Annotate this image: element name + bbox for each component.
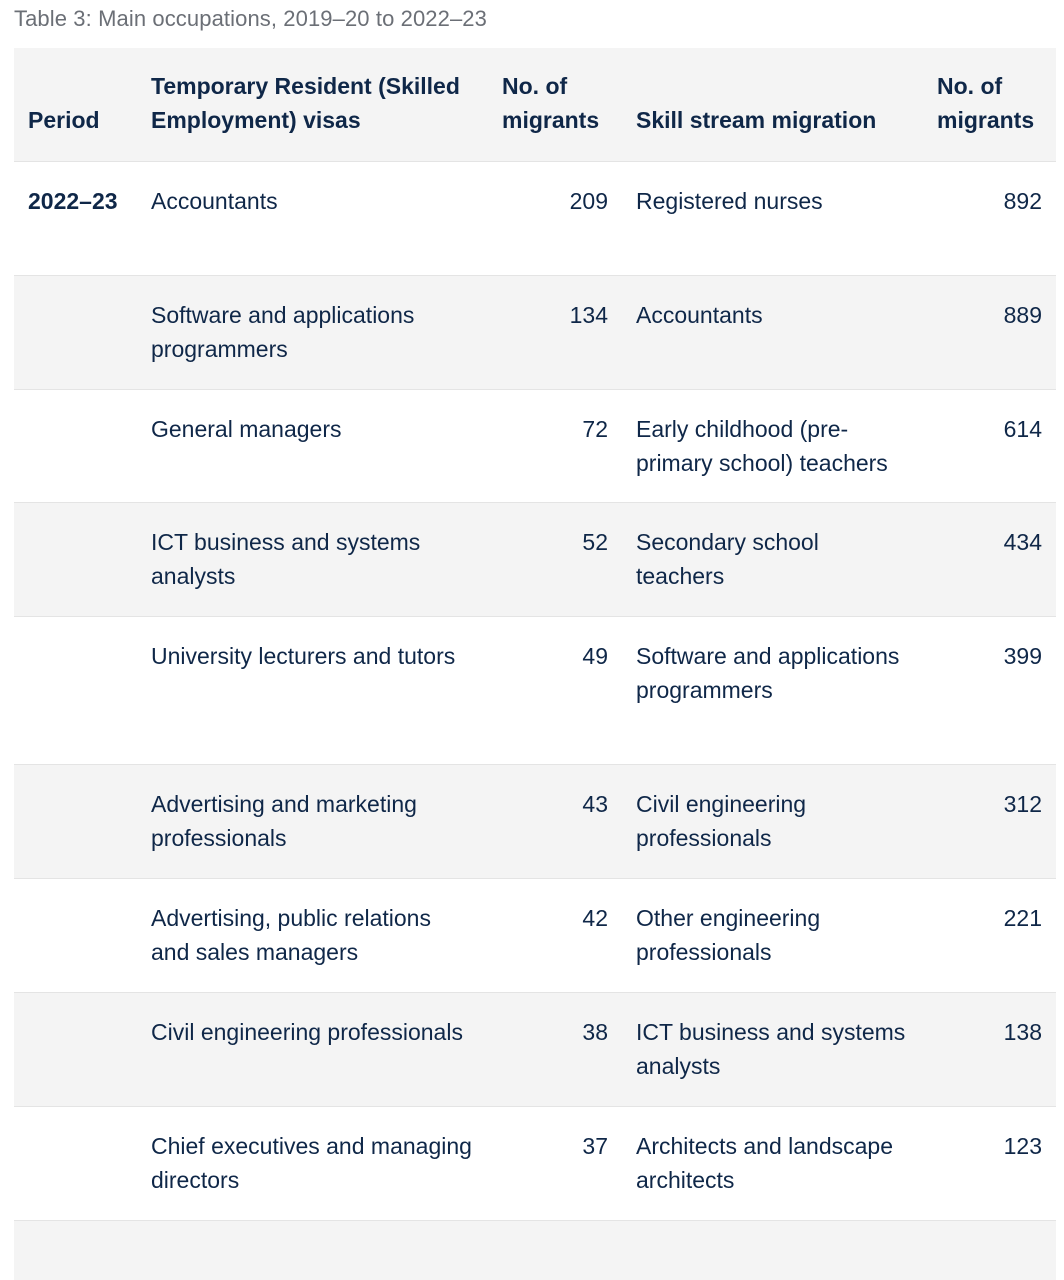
cell-temporary-occupation: ICT business and systems analysts: [151, 528, 421, 589]
header-skill-stream: Skill stream migration: [636, 106, 877, 133]
cell-temporary-count: 52: [582, 528, 608, 555]
table-row: [14, 616, 1056, 764]
cell-temporary-count: 38: [582, 1018, 608, 1045]
cell-temporary-count: 209: [569, 187, 608, 214]
cell-temporary-count: 49: [582, 642, 608, 669]
table-row: [14, 389, 1056, 502]
cell-period: [14, 992, 137, 1106]
occupations-table: [14, 48, 1056, 1280]
cell-skill-occupation: Early childhood (pre-primary school) teachers: [636, 415, 888, 476]
cell-temporary-count: 134: [569, 301, 608, 328]
cell-skill-count: 221: [1003, 904, 1042, 931]
cell-temporary-count: 37: [582, 1132, 608, 1159]
table-header-row: [14, 48, 1056, 161]
table-row: [14, 161, 1056, 275]
cell-skill-occupation: Other engineering professionals: [636, 904, 821, 965]
cell-period: [14, 616, 137, 764]
table-row: [14, 764, 1056, 878]
header-migrants-skill-line1: No. of: [937, 72, 1003, 99]
cell-temporary-occupation: Advertising, public relations and sales managers: [151, 904, 431, 965]
table-row: [14, 1106, 1056, 1220]
cell-temporary-occupation: General managers: [151, 415, 342, 442]
cell-skill-count: 399: [1003, 642, 1042, 669]
table-row: [14, 502, 1056, 616]
cell-skill-occupation: Accountants: [636, 301, 763, 328]
cell-period: [14, 1106, 137, 1220]
cell-temporary-occupation: Chief executives and managing directors: [151, 1132, 472, 1193]
cell-skill-count: 434: [1003, 528, 1042, 555]
header-migrants-temporary-line1: No. of: [502, 72, 568, 99]
cell-period: [14, 502, 137, 616]
cell-skill-occupation: ICT business and systems analysts: [636, 1018, 906, 1079]
cell-skill-count: 123: [1003, 1132, 1042, 1159]
cell-skill-occupation: Architects and landscape architects: [636, 1132, 893, 1193]
cell-temporary-count: 72: [582, 415, 608, 442]
cell-period: [14, 764, 137, 878]
cell-skill-occupation: Registered nurses: [636, 187, 823, 214]
cell-skill-count: 889: [1003, 301, 1042, 328]
cell-temporary-count: 43: [582, 790, 608, 817]
cell-period: 2022–23: [28, 187, 118, 214]
cell-skill-occupation: Secondary school teachers: [636, 528, 819, 589]
cell-skill-occupation: Software and applications programmers: [636, 642, 900, 703]
cell-temporary-occupation: University lecturers and tutors: [151, 642, 456, 669]
cell-temporary-occupation: Civil engineering professionals: [151, 1018, 463, 1045]
header-migrants-temporary-line2: migrants: [502, 106, 600, 133]
table-row: [14, 275, 1056, 389]
cell-period: [14, 878, 137, 992]
cell-skill-count: 892: [1003, 187, 1042, 214]
cell-temporary-occupation: Accountants: [151, 187, 278, 214]
header-temporary-resident: Temporary Resident (Skilled Employment) visas: [151, 72, 460, 133]
header-period: Period: [28, 106, 100, 133]
table-caption: Table 3: Main occupations, 2019–20 to 2022–23: [14, 6, 487, 31]
table-row: [14, 992, 1056, 1106]
cell-skill-count: 138: [1003, 1018, 1042, 1045]
header-migrants-skill-line2: migrants: [937, 106, 1035, 133]
cell-temporary-occupation: Software and applications programmers: [151, 301, 415, 362]
cell-period: [14, 275, 137, 389]
cell-temporary-occupation: Advertising and marketing professionals: [151, 790, 417, 851]
header-migrants-skill: [923, 48, 1056, 161]
cell-skill-occupation: Civil engineering professionals: [636, 790, 807, 851]
header-migrants-temporary: [488, 48, 622, 161]
cell-period: [14, 389, 137, 502]
cell-skill-count: 614: [1003, 415, 1042, 442]
table-row-partial: [14, 1220, 1056, 1280]
table-row: [14, 878, 1056, 992]
cell-skill-count: 312: [1003, 790, 1042, 817]
table-body: [14, 161, 1056, 1280]
cell-temporary-count: 42: [582, 904, 608, 931]
